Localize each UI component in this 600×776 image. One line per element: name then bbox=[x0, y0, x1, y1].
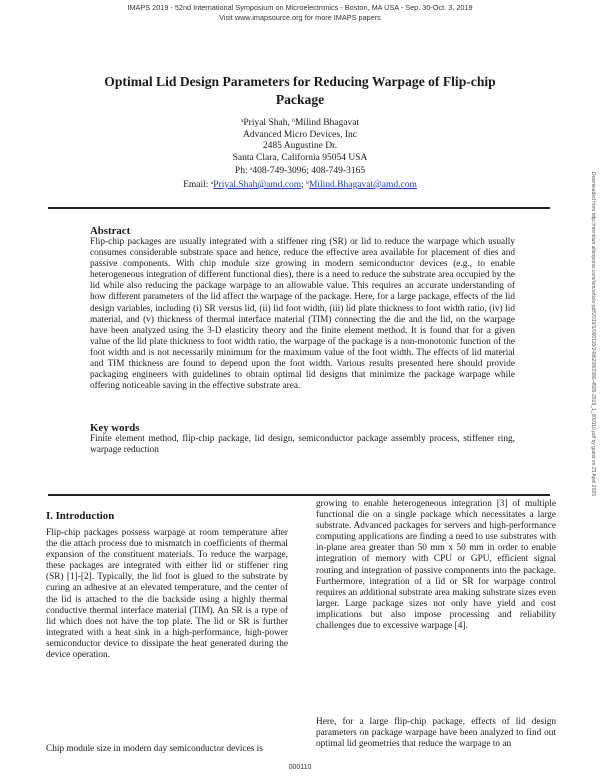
intro-paragraph-1: Flip-chip packages possess warpage at room temperature after the die attach process due to mismatch in coefficients of thermal expansion of the constituent materials. To reduce the warpage, these packages are integrated with either lid or stiffener ring (SR) [1]-[2]. Typically, the lid foot is glued to the substrate by curing an adhesive at an elevated temperature, and the center of the lid is attached to the die backside using a highly thermal conductive thermal interface material (TIM). An SR is a type of lid which does not have the top plate. The lid or SR is further integrated with a heat sink in a high-performance, high-power semiconductor device to dissipate the heat generated during the device operation. bbox=[46, 528, 288, 661]
abstract-text: Flip-chip packages are usually integrated with a stiffener ring (SR) or lid to reduce the warpage which usually consumes considerable substrate space and hence, reduce the effective area available for placement of dies and passive components. With chip module size growing in modern semiconductor devices (e.g., to enable heterogeneous integration of different functional dies), there is a need to reduce the substrate area occupied by the lid while also reducing the package warpage to an allowable value. This requires an accurate understanding of how different parameters of the lid affect the warpage of the package. Here, for a large package, effects of the lid design variables, including (i) SR versus lid, (ii) lid foot width, (iii) lid plate thickness to foot width ratio, (iv) lid material, and (v) thickness of thermal interface material (TIM) connecting the die and the lid, on the warpage have been analyzed using the 3-D elasticity theory and the finite element method. It is found that for a given value of the lid plate thickness to foot width ratio, the warpage of the package is a non-monotonic function of the foot width and is not necessarily minimum for the maximum value of the foot width. The effects of lid material and TIM thickness are found to depend upon the foot width. Various results presented here should provide packaging engineers with guidelines to obtain optimal lid designs that minimize the package warpage while offering noticeable saving in the effective substrate area. bbox=[90, 237, 515, 392]
email-a-superscript: a bbox=[210, 179, 214, 186]
page-number: 000110 bbox=[288, 764, 312, 771]
author-b-superscript: b bbox=[292, 118, 295, 124]
email-link-b[interactable]: Milind.Bhagavat@amd.com bbox=[308, 179, 417, 190]
keywords-heading: Key words bbox=[90, 422, 140, 434]
intro-paragraph-2: Chip module size in modern day semiconductor devices is bbox=[46, 744, 263, 754]
author-b-name: Milind Bhagavat bbox=[294, 118, 360, 128]
email-link-a[interactable]: Priyal.Shah@amd.com bbox=[213, 179, 302, 190]
divider-top bbox=[48, 207, 550, 209]
author-street: 2485 Augustine Dr. bbox=[262, 141, 338, 152]
author-a-superscript: a bbox=[240, 118, 244, 124]
author-a-name: Priyal Shah, bbox=[243, 118, 293, 128]
email-b-superscript: b bbox=[306, 179, 309, 186]
author-email bbox=[100, 178, 500, 192]
keywords-text: Finite element method, flip-chip package, lid design, semiconductor package assembly process, stiffener ring, warpage reduction bbox=[90, 434, 515, 456]
author-block bbox=[100, 116, 500, 192]
intro-paragraph-4: Here, for a large flip-chip package, effects of lid design parameters on package warpage have been analyzed to find out optimal lid geometries that reduce the warpage to an bbox=[316, 717, 556, 750]
abstract-heading: Abstract bbox=[90, 225, 131, 237]
intro-paragraph-3: growing to enable heterogeneous integration [3] of multiple functional die on a single package which necessitates a large substrate. Advanced packages for servers and high-performance computing applications are finding a need to use substrates with in-plane area greater than 50 mm x 50 mm in order to enable integration of memory with CPU or GPU, efficient signal routing and integration of passive components into the package. Furthermore, integration of a lid or SR for warpage control requires an additional substrate area making substrate sizes even larger. Large package sizes not only have yield and cost implications but also impose processing and reliability challenges due to excessive warpage [4]. bbox=[316, 499, 556, 632]
author-names bbox=[100, 116, 500, 130]
author-city: Santa Clara, California 95054 USA bbox=[232, 152, 368, 163]
paper-title: Optimal Lid Design Parameters for Reducing Warpage of Flip-chip Package bbox=[104, 74, 496, 107]
introduction-heading: I. Introduction bbox=[46, 510, 115, 522]
author-affiliation: Advanced Micro Devices, Inc bbox=[243, 129, 357, 140]
author-phone bbox=[100, 164, 500, 178]
divider-bottom bbox=[48, 494, 550, 496]
email-separator: ; bbox=[301, 179, 307, 190]
phone-numbers: 408-749-3096; 408-749-3165 bbox=[252, 166, 366, 177]
phone-label: Ph: bbox=[234, 166, 250, 177]
download-note: Downloaded from http://meridian.allenpress.com/ism/article-pdf/2019/1/000110/2486208/2380-4505-2019_1_000110.pdf by guest on 23 April 2023 bbox=[590, 172, 596, 496]
phone-superscript: a bbox=[249, 166, 253, 173]
download-sidebar bbox=[586, 172, 597, 572]
email-label: Email: bbox=[183, 179, 211, 190]
conference-website-note: Visit www.imapsource.org for more IMAPS papers bbox=[219, 13, 381, 22]
conference-header: IMAPS 2019 - 52nd International Symposium on Microelectronics - Boston, MA USA - Sep. 30-Oct. 3, 2019 bbox=[127, 3, 473, 12]
